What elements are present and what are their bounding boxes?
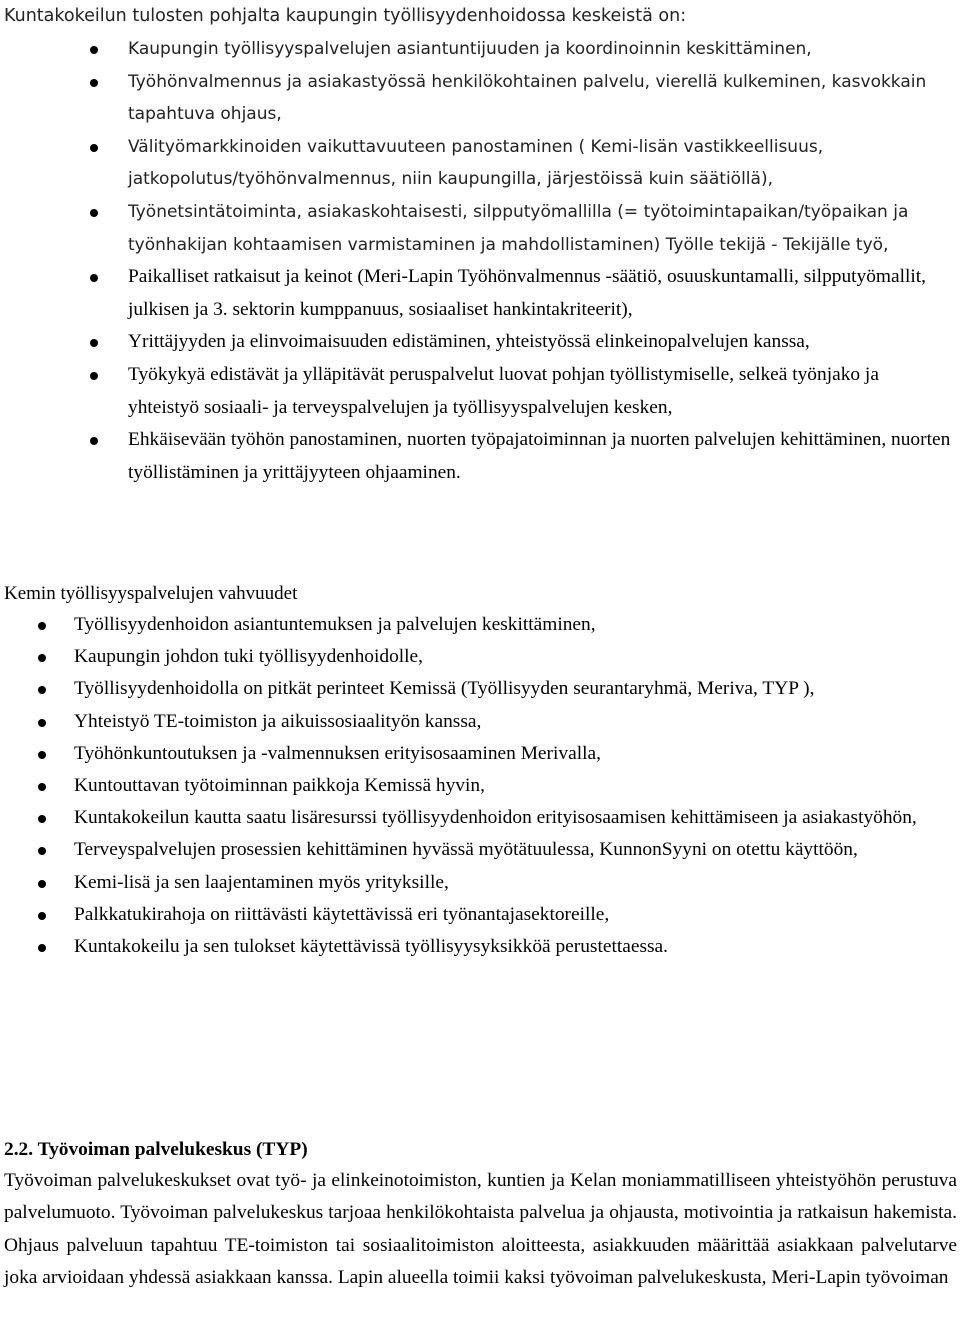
bullet-icon bbox=[90, 339, 98, 347]
bullet-icon bbox=[38, 686, 46, 694]
bullet-icon bbox=[90, 437, 98, 445]
list-item-text: Välityömarkkinoiden vaikuttavuuteen panostaminen ( Kemi-lisän vastikkeellisuus, jatkopolutus/työhönvalmennus, niin kaupungilla, järjestöissä kuin säätiöllä), bbox=[128, 136, 824, 190]
list-item bbox=[0, 899, 960, 931]
list-item-text: Palkkatukirahoja on riittävästi käytettävissä eri työnantajasektoreille, bbox=[74, 903, 610, 925]
bullet-icon bbox=[90, 46, 98, 54]
strengths-list bbox=[0, 609, 960, 963]
section-paragraph: Työvoiman palvelukeskukset ovat työ- ja elinkeinotoimiston, kuntien ja Kelan moniammatilliseen yhteistyöhön perustuva palvelumuoto. Työvoiman palvelukeskus tarjoaa henkilökohtaista palvelua ja ohjausta, motivointia ja ratkaisun hakemista. Ohjaus palveluun tapahtuu TE-toimiston tai sosiaalitoimiston aloitteesta, asiakkuuden määrittää asiakkaan palvelutarve joka arvioidaan yhdessä asiakkaan kanssa. Lapin alueella toimii kaksi työvoiman palvelukeskusta, Meri-Lapin työvoiman bbox=[4, 1170, 957, 1289]
bullet-icon bbox=[38, 815, 46, 823]
bullet-icon bbox=[90, 79, 98, 87]
section-title-text: Työvoiman palvelukeskus (TYP) bbox=[37, 1139, 308, 1160]
list-item-text: Kuntouttavan työtoiminnan paikkoja Kemissä hyvin, bbox=[74, 775, 485, 797]
list-item bbox=[0, 359, 960, 424]
list-item-text: Kaupungin johdon tuki työllisyydenhoidolle, bbox=[74, 646, 424, 668]
bullet-icon bbox=[38, 719, 46, 727]
list-item bbox=[0, 66, 960, 131]
list-item-text: Työllisyydenhoidolla on pitkät perinteet Kemissä (Työllisyyden seurantaryhmä, Meriva, TYP ), bbox=[74, 678, 815, 700]
list-item bbox=[0, 261, 960, 326]
list-item bbox=[0, 802, 960, 834]
list-item bbox=[0, 641, 960, 673]
list-item-text: Kuntakokeilun kautta saatu lisäresurssi työllisyydenhoidon erityisosaamisen kehittämiseen ja asiakastyöhön, bbox=[74, 807, 917, 829]
bullet-icon bbox=[90, 372, 98, 380]
bullet-icon bbox=[38, 880, 46, 888]
bullet-icon bbox=[38, 622, 46, 630]
bullet-icon bbox=[38, 783, 46, 791]
section-title bbox=[4, 1133, 308, 1166]
bullet-icon bbox=[38, 751, 46, 759]
list-item-text: Kuntakokeilu ja sen tulokset käytettävissä työllisyysyksikköä perustettaessa. bbox=[74, 936, 668, 958]
list-item-text: Kaupungin työllisyyspalvelujen asiantuntijuuden ja koordinoinnin keskittäminen, bbox=[128, 39, 812, 59]
list-item-text: Paikalliset ratkaisut ja keinot (Meri-Lapin Työhönvalmennus -säätiö, osuuskuntamalli, silpputyömallit, julkisen ja 3. sektorin kumppanuus, sosiaaliset hankintakriteerit), bbox=[128, 266, 927, 320]
list-item bbox=[0, 326, 960, 359]
list-item bbox=[0, 196, 960, 261]
list-item-text: Työkykyä edistävät ja ylläpitävät peruspalvelut luovat pohjan työllistymiselle, selkeä työnjako ja yhteistyö sosiaali- ja terveyspalvelujen ja työllisyyspalvelujen kesken, bbox=[128, 363, 879, 418]
list-item bbox=[0, 931, 960, 963]
list-item-text: Ehkäisevään työhön panostaminen, nuorten työpajatoiminnan ja nuorten palvelujen kehittäminen, nuorten työllistäminen ja yrittäjyyteen ohjaaminen. bbox=[128, 429, 951, 483]
bullet-icon bbox=[90, 274, 98, 282]
bullet-icon bbox=[90, 209, 98, 217]
section-number: 2.2. bbox=[4, 1139, 34, 1160]
list-item bbox=[0, 33, 960, 66]
list-item bbox=[0, 770, 960, 802]
list-item bbox=[0, 867, 960, 899]
bullet-icon bbox=[38, 912, 46, 920]
list-item-text: Kemi-lisä ja sen laajentaminen myös yrityksille, bbox=[74, 871, 449, 893]
list-item bbox=[0, 673, 960, 705]
list-item-text: Työllisyydenhoidon asiantuntemuksen ja palvelujen keskittäminen, bbox=[74, 614, 596, 635]
focus-points-list bbox=[0, 33, 960, 489]
list-item bbox=[0, 834, 960, 866]
bullet-icon bbox=[38, 847, 46, 855]
list-item bbox=[0, 424, 960, 489]
strengths-heading: Kemin työllisyyspalvelujen vahvuudet bbox=[4, 583, 298, 604]
list-item-text: Yhteistyö TE-toimiston ja aikuissosiaalityön kanssa, bbox=[74, 710, 482, 732]
list-item bbox=[0, 738, 960, 770]
list-item-text: Työnetsintätoiminta, asiakaskohtaisesti, silpputyömallilla (= työtoimintapaikan/työpaikan ja työnhakijan kohtaamisen varmistaminen ja mahdollistaminen) Työlle tekijä - Tekijälle työ, bbox=[128, 201, 909, 255]
bullet-icon bbox=[38, 944, 46, 952]
list-item bbox=[0, 706, 960, 738]
list-item bbox=[0, 131, 960, 196]
list-item bbox=[0, 609, 960, 641]
intro-text: Kuntakokeilun tulosten pohjalta kaupungin työllisyydenhoidossa keskeistä on: bbox=[4, 6, 687, 26]
bullet-icon bbox=[90, 144, 98, 152]
list-item-text: Työhönvalmennus ja asiakastyössä henkilökohtainen palvelu, vierellä kulkeminen, kasvokkain tapahtuva ohjaus, bbox=[128, 71, 927, 125]
list-item-text: Terveyspalvelujen prosessien kehittäminen hyvässä myötätuulessa, KunnonSyyni on otettu käyttöön, bbox=[74, 839, 858, 861]
list-item-text: Työhönkuntoutuksen ja -valmennuksen erityisosaaminen Merivalla, bbox=[74, 742, 601, 764]
list-item-text: Yrittäjyyden ja elinvoimaisuuden edistäminen, yhteistyössä elinkeinopalvelujen kanssa, bbox=[128, 331, 810, 353]
bullet-icon bbox=[38, 654, 46, 662]
